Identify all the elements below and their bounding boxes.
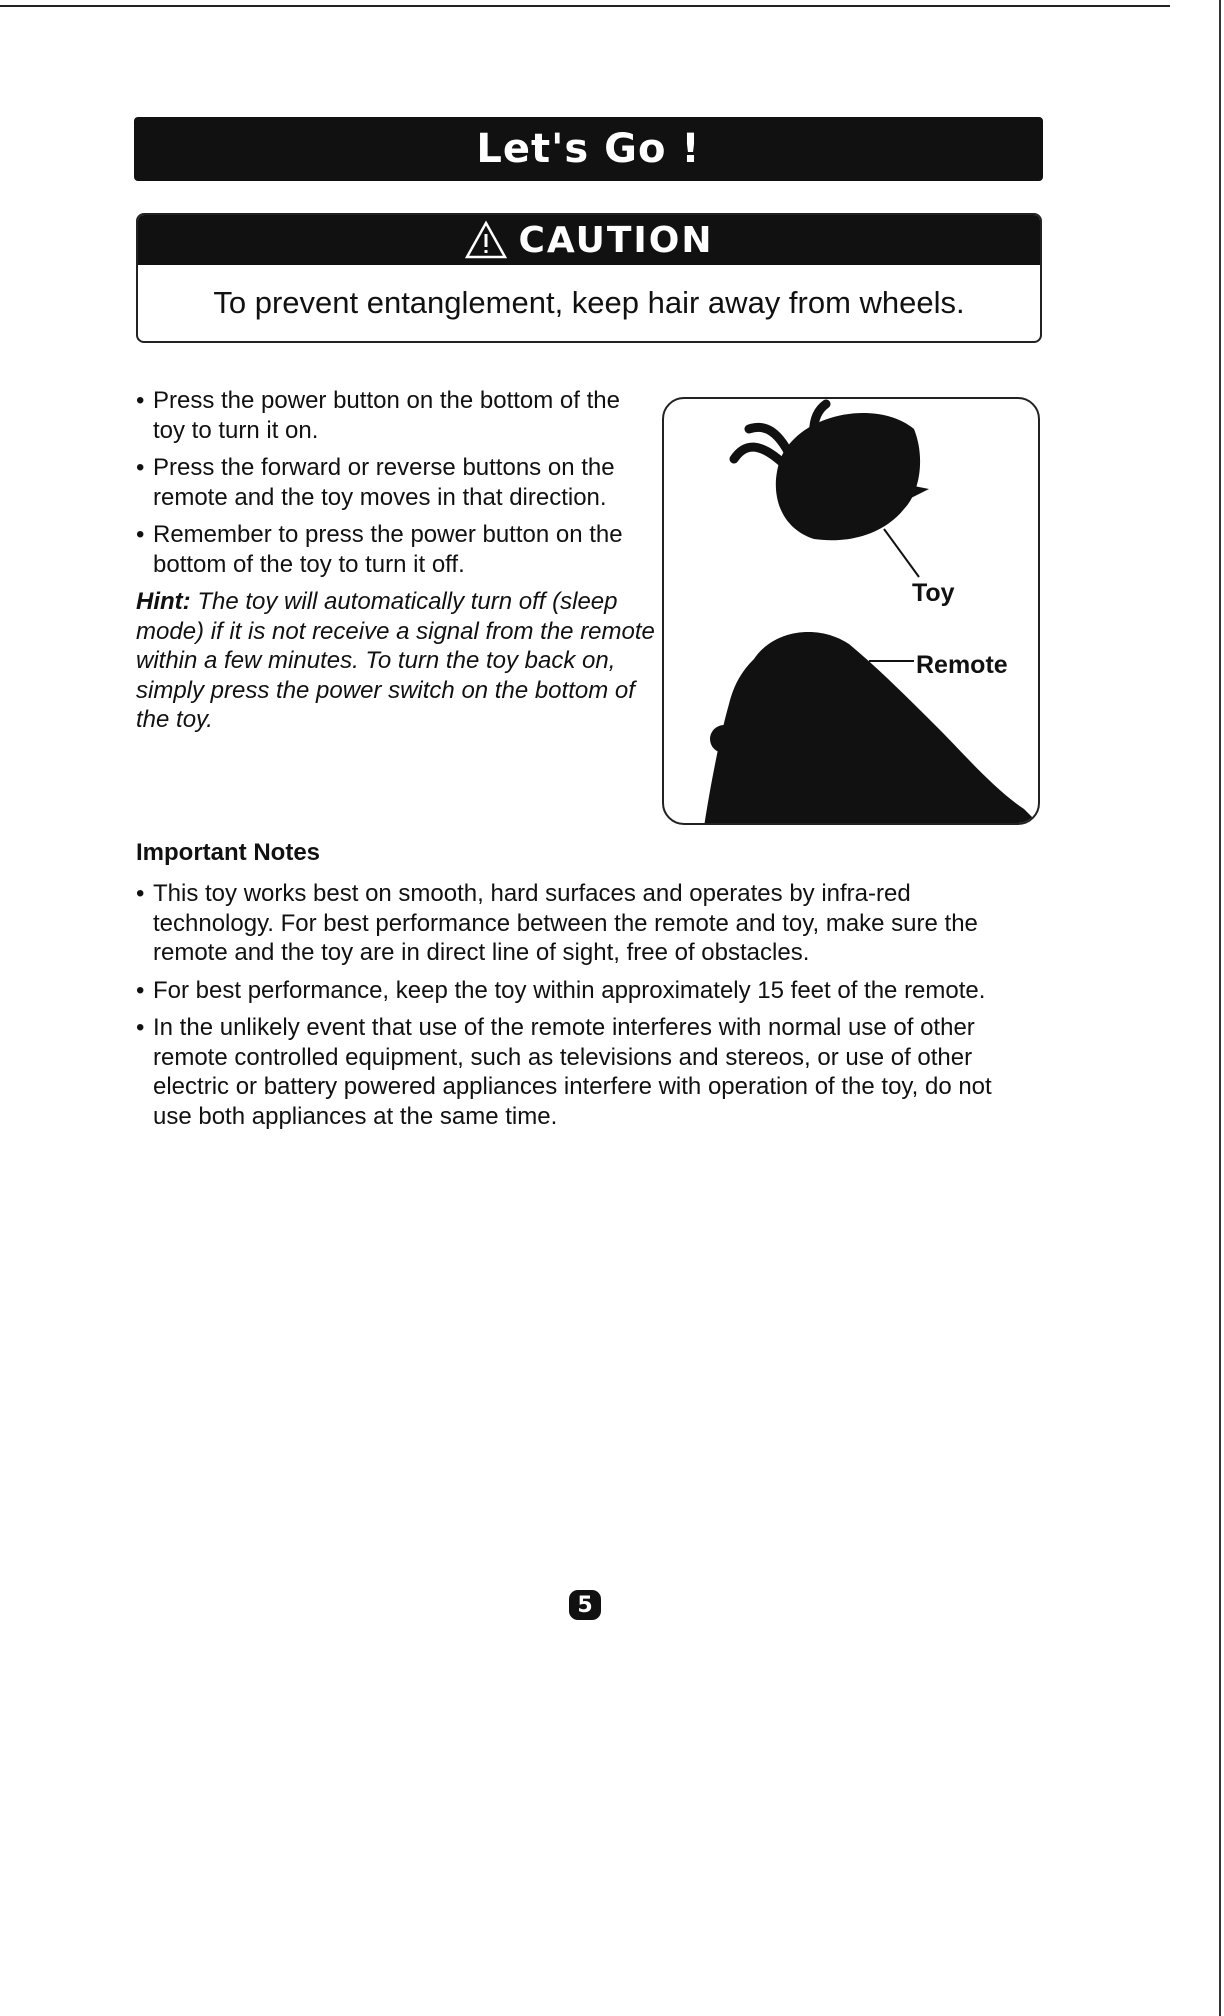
note-item: • This toy works best on smooth, hard surfaces and operates by infra-red technology. For best performance between the remote and toy, make sure the remote and the toy are in direct line of sight, free of obstacles.	[136, 879, 1036, 968]
instruction-item: • Remember to press the power button on the bottom of the toy to turn it off.	[136, 520, 656, 579]
notes-heading: Important Notes	[136, 839, 321, 866]
instruction-item: • Press the forward or reverse buttons on the remote and the toy moves in that direction.	[136, 453, 656, 512]
toy-label: Toy	[912, 579, 955, 607]
toy-silhouette	[776, 413, 920, 540]
caution-title: CAUTION	[518, 219, 714, 261]
caution-header	[138, 215, 1040, 265]
note-item: • For best performance, keep the toy within approximately 15 feet of the remote.	[136, 976, 1036, 1006]
caution-text: To prevent entanglement, keep hair away from wheels.	[213, 285, 965, 320]
toy-pointer-line	[884, 529, 919, 577]
page-title: Let's Go !	[476, 126, 701, 172]
warning-triangle-icon	[464, 220, 508, 260]
toy-remote-illustration	[664, 399, 1040, 825]
caution-box	[136, 213, 1042, 343]
hint-label: Hint:	[136, 588, 191, 615]
hint-paragraph	[136, 587, 656, 735]
top-border-line	[0, 5, 1170, 7]
hint-text: The toy will automatically turn off (sleep mode) if it is not receive a signal from the remote within a few minutes. To turn the toy back on, simply press the power switch on the bottom of the toy.	[136, 588, 655, 733]
instruction-item: • Press the power button on the bottom of the toy to turn it on.	[136, 386, 656, 445]
notes-list	[136, 879, 1036, 1139]
toy-remote-photo	[662, 397, 1040, 825]
page-number: 5	[569, 1590, 601, 1620]
remote-label: Remote	[916, 651, 1008, 679]
instructions-list	[136, 386, 656, 735]
title-banner	[134, 117, 1043, 181]
note-item: • In the unlikely event that use of the remote interferes with normal use of other remote controlled equipment, such as televisions and stereos, or use of other electric or battery powered appliances interfere with operation of the toy, do not use both appliances at the same time.	[136, 1013, 1036, 1131]
right-border-line	[1219, 0, 1221, 2016]
